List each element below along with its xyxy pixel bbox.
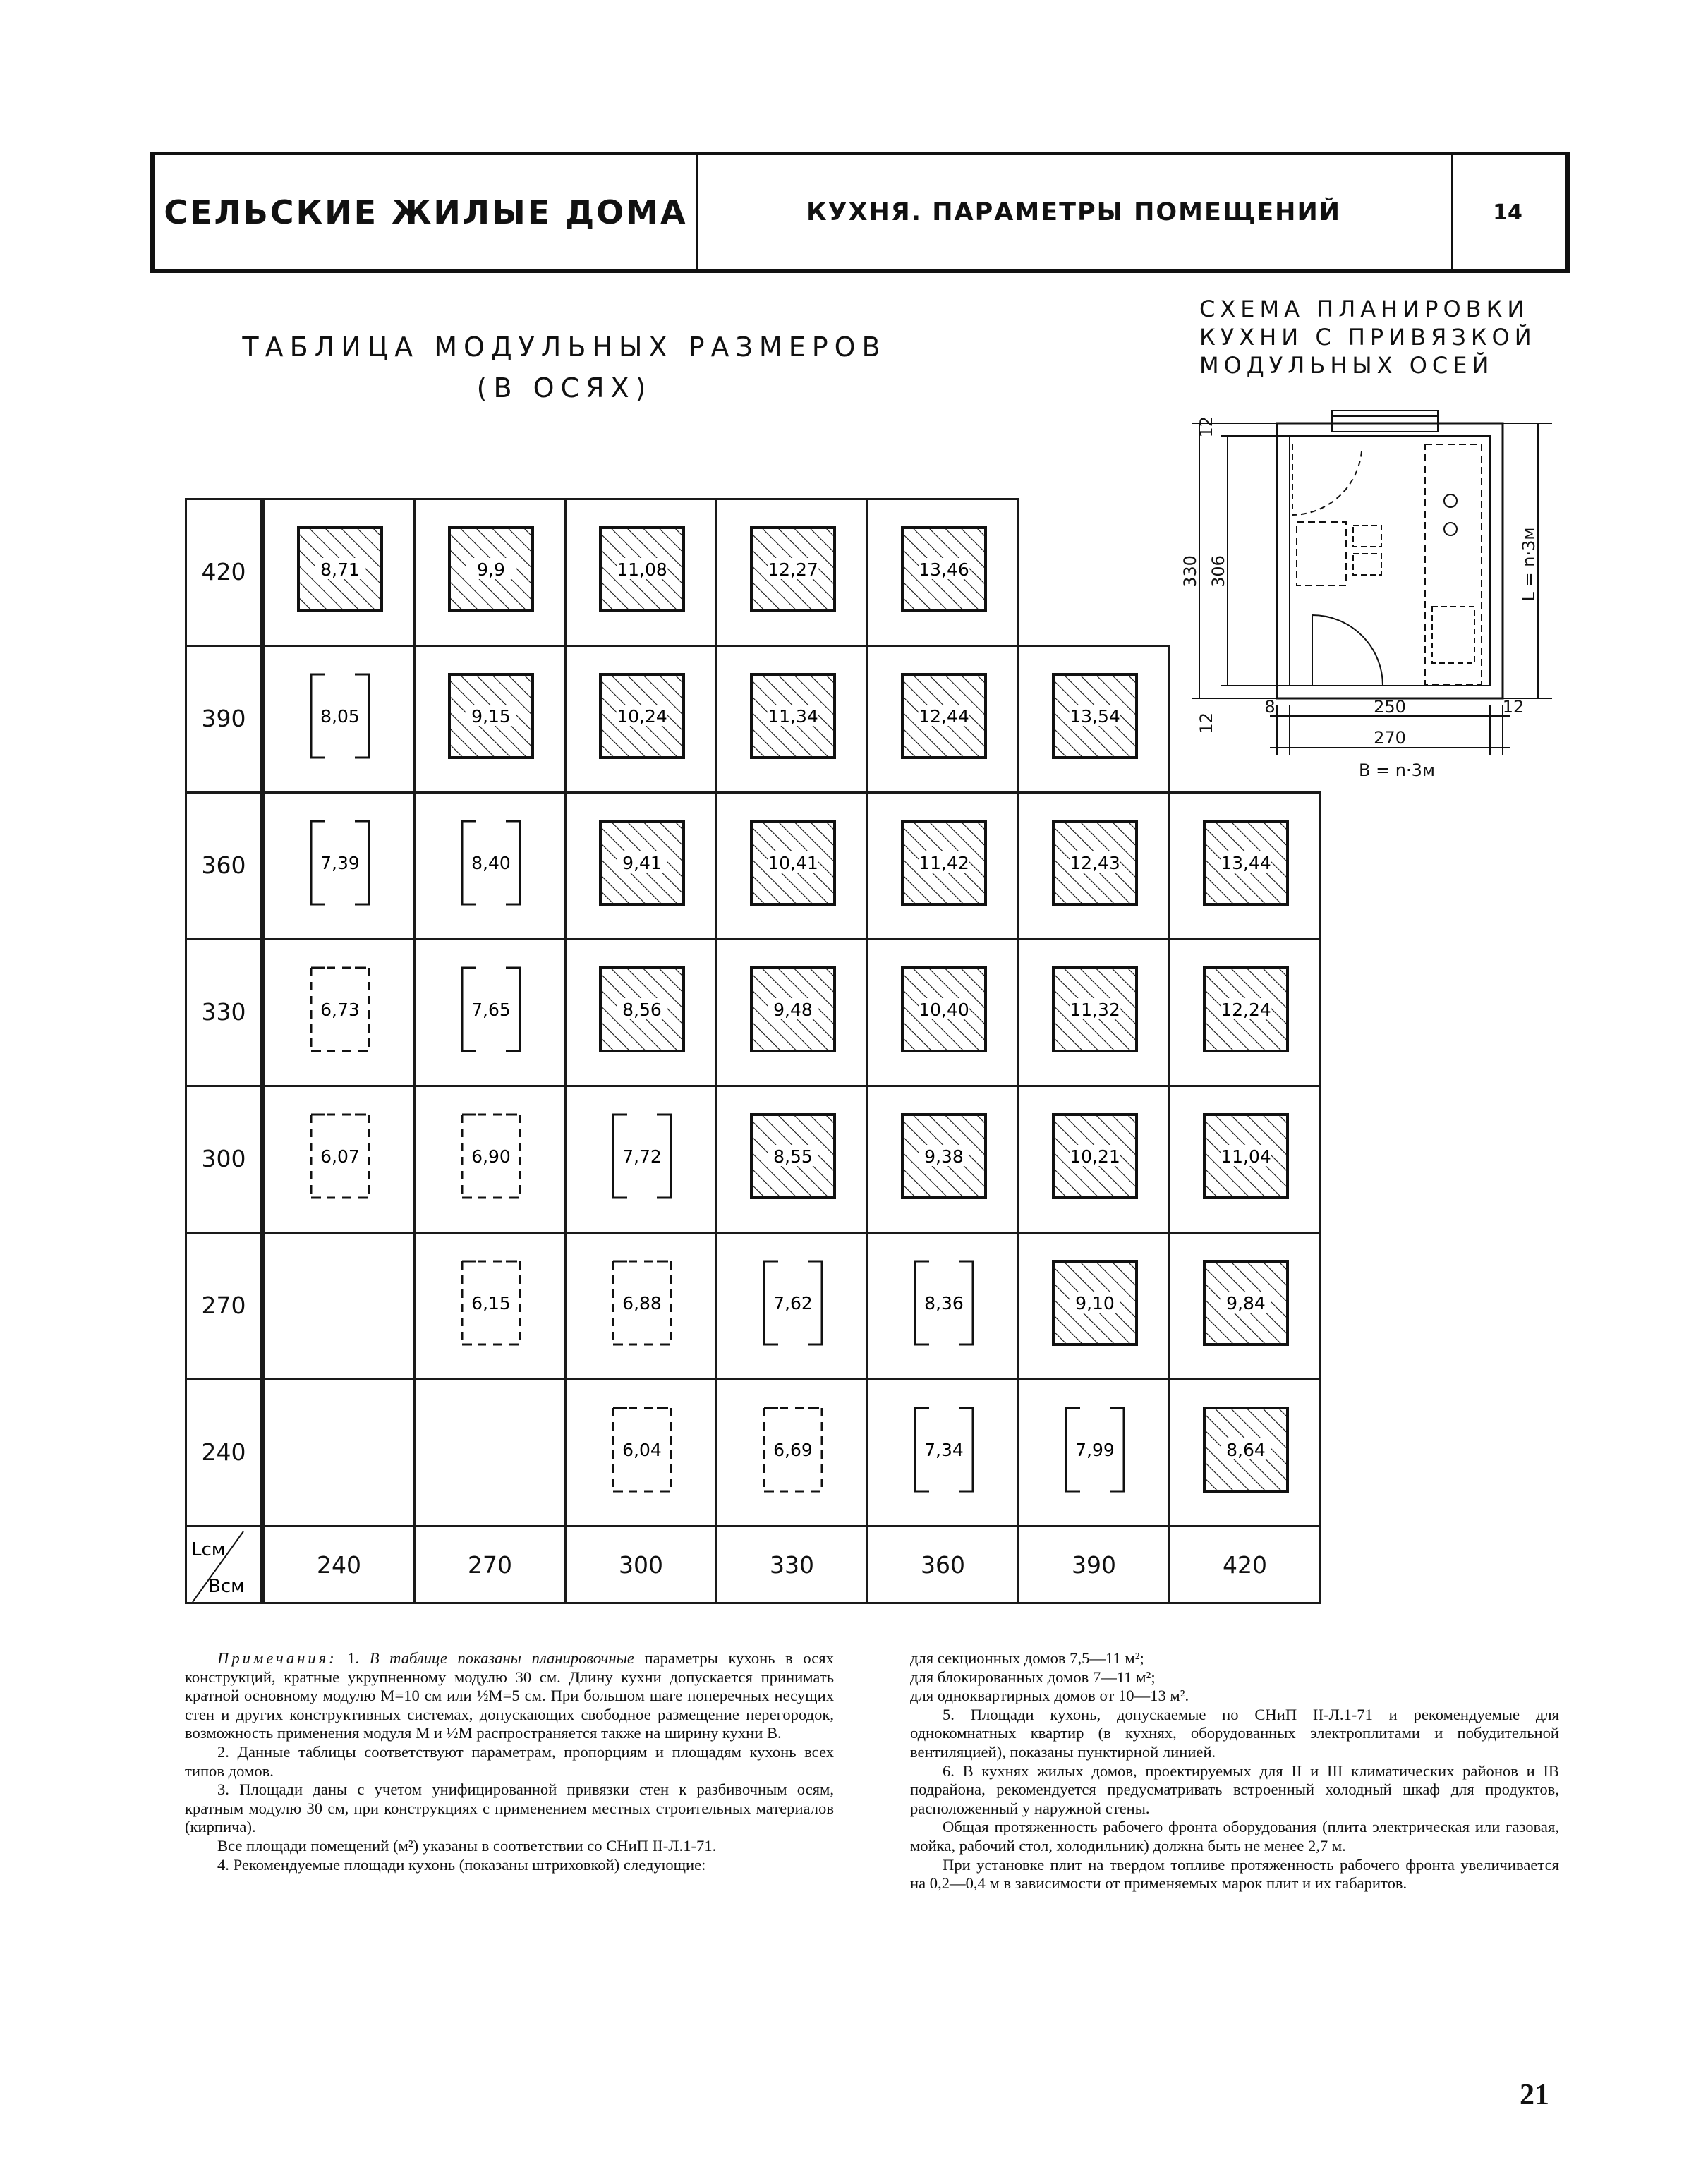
area-value: 9,38 <box>924 1146 964 1167</box>
area-marker <box>567 500 717 647</box>
note-2: 2. Данные таблицы соответствуют параметрам, пропорциям и площадям кухонь всех типов домов. <box>185 1742 834 1780</box>
table-cell <box>262 1085 416 1234</box>
table-cell <box>866 1378 1019 1527</box>
area-marker <box>1170 1380 1321 1527</box>
table-cell <box>1168 1085 1321 1234</box>
header-sheet-number <box>1451 155 1564 269</box>
table-cell <box>564 938 717 1087</box>
area-value: 9,41 <box>622 853 662 873</box>
scheme-title-line1: СХЕМА ПЛАНИРОВКИ <box>1199 296 1530 322</box>
area-value: 7,65 <box>471 1000 511 1020</box>
area-marker <box>1019 1234 1170 1380</box>
area-value: 7,39 <box>320 853 360 873</box>
table-cell <box>1168 1232 1321 1380</box>
note-1-number: 1. <box>337 1649 370 1667</box>
page-header <box>150 152 1570 273</box>
column-width-label: 360 <box>921 1551 965 1579</box>
area-marker <box>416 940 567 1087</box>
area-value: 8,71 <box>320 559 360 580</box>
area-marker <box>567 1234 717 1380</box>
area-marker <box>717 647 868 794</box>
header-right-text: 14 <box>1493 200 1522 225</box>
area-marker <box>416 794 567 940</box>
area-value: 9,9 <box>477 559 505 580</box>
scheme-table <box>1297 522 1346 585</box>
area-marker <box>265 500 416 647</box>
scheme-outer-wall <box>1277 423 1503 698</box>
row-label-cell <box>185 791 262 940</box>
table-cell <box>413 938 567 1087</box>
scheme-dim-12-bottom: 12 <box>1197 712 1216 734</box>
row-length-label: 270 <box>201 1292 246 1319</box>
area-value: 12,43 <box>1070 853 1120 873</box>
table-cell <box>1168 1378 1321 1527</box>
area-marker <box>717 940 868 1087</box>
scheme-equipment-front <box>1425 444 1482 684</box>
scheme-dim-12-top: 12 <box>1197 416 1216 438</box>
table-cell <box>413 645 567 794</box>
row-label-cell <box>185 645 262 794</box>
scheme-dim-12-right: 12 <box>1502 697 1525 717</box>
area-marker <box>416 1087 567 1234</box>
area-marker <box>717 1087 868 1234</box>
area-value: 10,21 <box>1070 1146 1120 1167</box>
table-cell <box>564 498 717 647</box>
row-label-cell <box>185 1232 262 1380</box>
area-marker <box>567 1087 717 1234</box>
area-value: 11,34 <box>768 706 818 727</box>
table-cell <box>715 791 868 940</box>
table-cell <box>1017 1232 1170 1380</box>
table-cell <box>866 498 1019 647</box>
area-value: 6,69 <box>773 1440 813 1460</box>
column-width-label: 420 <box>1223 1551 1267 1579</box>
table-cell <box>413 1085 567 1234</box>
table-cell <box>715 1085 868 1234</box>
area-marker <box>1170 794 1321 940</box>
table-cell <box>866 645 1019 794</box>
table-cell <box>1017 791 1170 940</box>
table-cell <box>413 498 567 647</box>
column-width-label: 330 <box>770 1551 814 1579</box>
area-value: 11,32 <box>1070 1000 1120 1020</box>
notes-label: Примечания: <box>217 1649 337 1667</box>
header-topic <box>696 155 1453 269</box>
area-marker <box>1170 940 1321 1087</box>
area-marker <box>265 794 416 940</box>
area-value: 10,40 <box>919 1000 969 1020</box>
area-marker <box>868 647 1019 794</box>
area-marker <box>1019 647 1170 794</box>
area-marker <box>868 794 1019 940</box>
note-5: 5. Площади кухонь, допускаемые по СНиП II-Л.1-71 и рекомендуемые для однокомнатных квартир (в кухнях, оборудованных электроплитами и побудительной вентиляцией), показаны пунктирной линией. <box>910 1705 1559 1761</box>
row-label-cell <box>185 938 262 1087</box>
scheme-dim-330: 330 <box>1180 555 1200 588</box>
column-width-label: 390 <box>1072 1551 1116 1579</box>
area-marker <box>567 1380 717 1527</box>
note-6: 6. В кухнях жилых домов, проектируемых для II и III климатических районов и IВ подрайона, рекомендуется предусматривать встроенный холодный шкаф для продуктов, расположенный у наружной стены. <box>910 1761 1559 1817</box>
note-4-item-2: для блокированных домов 7—11 м²; <box>910 1668 1156 1686</box>
table-cell <box>1168 938 1321 1087</box>
area-value: 8,36 <box>924 1293 964 1313</box>
page-number: 21 <box>1520 2079 1549 2111</box>
note-4-item-1: для секционных домов 7,5—11 м²; <box>910 1649 1144 1667</box>
area-marker <box>717 500 868 647</box>
area-value: 6,07 <box>320 1146 360 1167</box>
area-marker <box>265 1087 416 1234</box>
area-value: 13,44 <box>1221 853 1271 873</box>
table-cell <box>564 1378 717 1527</box>
table-cell <box>866 791 1019 940</box>
scheme-b-formula: B = n·3м <box>1358 760 1436 780</box>
area-value: 7,34 <box>924 1440 964 1460</box>
note-7: Общая протяженность рабочего фронта оборудования (плита электрическая или газовая, мойка, рабочий стол, холодильник) должна быть не менее 2,7 м. <box>910 1818 1559 1855</box>
area-value: 7,99 <box>1075 1440 1115 1460</box>
area-value: 6,90 <box>471 1146 511 1167</box>
row-length-label: 390 <box>201 705 246 732</box>
area-marker <box>868 1087 1019 1234</box>
area-value: 11,42 <box>919 853 969 873</box>
note-3-extra: Все площади помещений (м²) указаны в соответствии со СНиП II-Л.1-71. <box>217 1836 717 1855</box>
area-marker <box>1019 940 1170 1087</box>
table-cell <box>866 1232 1019 1380</box>
area-value: 11,08 <box>617 559 667 580</box>
table-cell <box>564 1232 717 1380</box>
row-length-label: 420 <box>201 558 246 585</box>
note-1-text: параметры кухонь в осях конструкций, кратные укрупненному модулю 30 см. Длину кухни допускается принимать кратной основному модулю M=10 см или ½M=5 см. При большом шаге поперечных несущих стен и других конструктивных системах, допускающих свободное размещение перегородок, возможность применения модуля M и ½M распространяется также на ширину кухни B. <box>185 1649 834 1742</box>
column-label-cell <box>564 1525 717 1604</box>
table-title: ТАБЛИЦА МОДУЛЬНЫХ РАЗМЕРОВ <box>242 332 887 363</box>
column-width-label: 270 <box>468 1551 512 1579</box>
area-marker <box>717 1380 868 1527</box>
area-value: 10,24 <box>617 706 667 727</box>
table-cell <box>262 791 416 940</box>
table-cell <box>1017 1378 1170 1527</box>
scheme-title-line3: МОДУЛЬНЫХ ОСЕЙ <box>1199 352 1494 379</box>
area-value: 12,27 <box>768 559 818 580</box>
area-value: 12,44 <box>919 706 969 727</box>
area-marker <box>416 647 567 794</box>
scheme-dim-306: 306 <box>1209 555 1228 588</box>
notes-right-column <box>910 1649 1559 1893</box>
area-marker <box>1170 1234 1321 1380</box>
table-cell <box>715 1232 868 1380</box>
area-value: 6,15 <box>471 1293 511 1313</box>
note-4-item-3: для одноквартирных домов от 10—13 м². <box>910 1687 1189 1705</box>
scheme-title <box>1199 295 1552 380</box>
header-section-title <box>155 155 698 269</box>
table-cell <box>413 791 567 940</box>
column-label-cell <box>866 1525 1019 1604</box>
area-value: 6,88 <box>622 1293 662 1313</box>
row-label-cell <box>185 1378 262 1527</box>
corner-length-label: Lсм <box>191 1539 226 1560</box>
area-marker <box>567 940 717 1087</box>
table-cell <box>564 645 717 794</box>
scheme-dim-250: 250 <box>1374 697 1406 717</box>
table-cell <box>262 645 416 794</box>
axis-corner-cell <box>185 1525 262 1604</box>
area-value: 8,05 <box>320 706 360 727</box>
table-cell <box>1017 1085 1170 1234</box>
note-4: 4. Рекомендуемые площади кухонь (показаны штриховкой) следующие: <box>217 1855 706 1874</box>
area-value: 8,40 <box>471 853 511 873</box>
row-length-label: 330 <box>201 998 246 1026</box>
scheme-inner-wall <box>1290 436 1490 686</box>
column-label-cell <box>262 1525 416 1604</box>
table-cell <box>262 1378 416 1527</box>
table-cell <box>413 1232 567 1380</box>
scheme-dim-8: 8 <box>1264 697 1276 717</box>
note-3: 3. Площади даны с учетом унифицированной привязки стен к разбивочным осям, кратным модулю 30 см, при конструкциях с применением местных строительных материалов (кирпича). <box>185 1780 834 1836</box>
table-cell <box>1017 645 1170 794</box>
area-marker <box>868 1234 1019 1380</box>
area-marker <box>416 500 567 647</box>
header-center-text: КУХНЯ. ПАРАМЕТРЫ ПОМЕЩЕНИЙ <box>806 198 1342 226</box>
column-label-cell <box>413 1525 567 1604</box>
area-marker <box>717 794 868 940</box>
area-value: 8,55 <box>773 1146 813 1167</box>
scheme-dim-270: 270 <box>1374 728 1406 748</box>
scheme-title-line2: КУХНИ С ПРИВЯЗКОЙ <box>1199 324 1537 351</box>
area-value: 9,15 <box>471 706 511 727</box>
row-length-label: 300 <box>201 1145 246 1172</box>
row-length-label: 240 <box>201 1438 246 1466</box>
area-marker <box>265 647 416 794</box>
area-value: 11,04 <box>1221 1146 1271 1167</box>
area-value: 10,41 <box>768 853 818 873</box>
column-label-cell <box>1017 1525 1170 1604</box>
area-marker <box>1019 794 1170 940</box>
area-value: 6,04 <box>622 1440 662 1460</box>
table-cell <box>1017 938 1170 1087</box>
area-marker <box>567 647 717 794</box>
area-value: 9,84 <box>1226 1293 1266 1313</box>
area-marker <box>567 794 717 940</box>
column-width-label: 240 <box>317 1551 361 1579</box>
table-cell <box>1168 791 1321 940</box>
note-8: При установке плит на твердом топливе протяженность рабочего фронта увеличивается на 0,2—0,4 м в зависимости от применяемых марок плит и их габаритов. <box>910 1855 1559 1893</box>
area-value: 8,56 <box>622 1000 662 1020</box>
note-1-italic: В таблице показаны планировочные <box>369 1649 634 1667</box>
table-cell <box>715 938 868 1087</box>
area-value: 13,54 <box>1070 706 1120 727</box>
table-cell <box>866 1085 1019 1234</box>
area-marker <box>265 940 416 1087</box>
column-width-label: 300 <box>619 1551 663 1579</box>
kitchen-layout-scheme <box>1171 395 1566 790</box>
area-value: 9,48 <box>773 1000 813 1020</box>
area-value: 8,64 <box>1226 1440 1266 1460</box>
column-label-cell <box>1168 1525 1321 1604</box>
row-label-cell <box>185 1085 262 1234</box>
area-value: 6,73 <box>320 1000 360 1020</box>
table-cell <box>262 1232 416 1380</box>
header-left-text: СЕЛЬСКИЕ ЖИЛЫЕ ДОМА <box>164 193 688 231</box>
table-subtitle: (В ОСЯХ) <box>476 372 653 403</box>
corner-width-label: Bсм <box>208 1576 245 1597</box>
row-label-cell <box>185 498 262 647</box>
area-value: 7,72 <box>622 1146 662 1167</box>
scheme-window <box>1332 411 1438 432</box>
table-cell <box>262 498 416 647</box>
table-cell <box>866 938 1019 1087</box>
area-marker <box>416 1234 567 1380</box>
scheme-l-formula: L = n·3м <box>1519 527 1539 602</box>
table-cell <box>564 1085 717 1234</box>
scheme-door-swing-top <box>1292 444 1362 515</box>
column-label-cell <box>715 1525 868 1604</box>
area-marker <box>868 500 1019 647</box>
table-cell <box>564 791 717 940</box>
table-cell <box>715 645 868 794</box>
table-cell <box>413 1378 567 1527</box>
area-value: 13,46 <box>919 559 969 580</box>
area-value: 7,62 <box>773 1293 813 1313</box>
table-cell <box>262 938 416 1087</box>
notes-left-column <box>185 1649 834 1874</box>
table-cell <box>715 1378 868 1527</box>
area-marker <box>1170 1087 1321 1234</box>
area-marker <box>1019 1380 1170 1527</box>
area-marker <box>717 1234 868 1380</box>
area-value: 9,10 <box>1075 1293 1115 1313</box>
table-cell <box>715 498 868 647</box>
axis-corner-diagonal <box>187 1527 265 1606</box>
area-marker <box>868 940 1019 1087</box>
row-length-label: 360 <box>201 851 246 879</box>
scheme-door-swing-bottom <box>1312 615 1383 686</box>
area-value: 12,24 <box>1221 1000 1271 1020</box>
area-marker <box>868 1380 1019 1527</box>
area-marker <box>1019 1087 1170 1234</box>
